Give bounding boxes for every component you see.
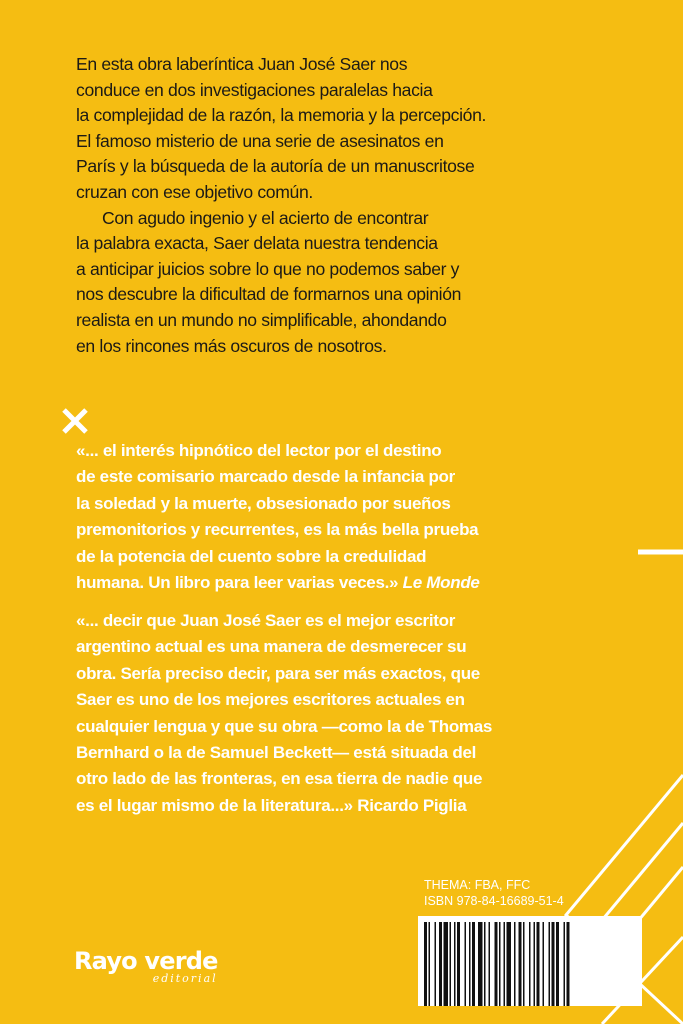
- text-line: nos descubre la dificultad de formarnos una opinión: [76, 284, 462, 305]
- text-line: la palabra exacta, Saer delata nuestra tendencia: [76, 233, 438, 254]
- quote-line: Saer es uno de los mejores escritores actuales en: [76, 690, 465, 710]
- quote-line: la soledad y la muerte, obsesionado por sueños: [76, 493, 451, 513]
- quote-line: de este comisario marcado desde la infancia por: [76, 467, 455, 487]
- quote-line: premonitorios y recurrentes, es la más bella prueba: [76, 520, 479, 540]
- quote-line: de la potencia del cuento sobre la credulidad: [76, 546, 427, 566]
- publisher-logo: [74, 947, 218, 985]
- quote-line: argentino actual es una manera de desmerecer su: [76, 637, 467, 657]
- quote-line: humana. Un libro para leer varias veces.»: [76, 573, 399, 593]
- quote-line: otro lado de las fronteras, en esa tierra de nadie que: [76, 769, 483, 789]
- quote-source: Le Monde: [402, 573, 480, 593]
- quote-line: «... decir que Juan José Saer es el mejor escritor: [76, 611, 456, 630]
- book-metadata: [424, 877, 564, 909]
- quote-line: obra. Sería preciso decir, para ser más exactos, que: [76, 663, 480, 683]
- publisher-subtitle: editorial: [152, 972, 218, 985]
- quote-line: es el lugar mismo de la literatura...»: [76, 795, 353, 815]
- text-line: En esta obra laberíntica Juan José Saer nos: [76, 54, 408, 74]
- text-line: realista en un mundo no simplificable, ahondando: [76, 309, 447, 330]
- quote-line: «... el interés hipnótico del lector por el destino: [76, 441, 442, 460]
- quote-author: Ricardo Piglia: [357, 795, 467, 815]
- publisher-name: Rayo verde: [74, 947, 218, 975]
- text-line: El famoso misterio de una serie de asesinatos en: [76, 130, 444, 151]
- text-line: en los rincones más oscuros de nosotros.: [76, 335, 387, 356]
- barcode: [418, 916, 642, 1006]
- text-line: conduce en dos investigaciones paralelas hacia: [76, 79, 433, 100]
- text-line: Con agudo ingenio y el acierto de encontrar: [102, 207, 429, 228]
- quote-line: Bernhard o la de Samuel Beckett— está situada del: [76, 743, 477, 763]
- quote-line: cualquier lengua y que su obra —como la de Thomas: [76, 716, 493, 736]
- text-line: París y la búsqueda de la autoría de un manuscritose: [76, 156, 475, 177]
- text-line: la complejidad de la razón, la memoria y la percepción.: [76, 105, 487, 126]
- thema-code: THEMA: FBA, FFC: [424, 878, 531, 892]
- text-line: a anticipar juicios sobre lo que no podemos saber y: [76, 258, 460, 279]
- isbn-number: ISBN 978-84-16689-51-4: [424, 894, 564, 908]
- text-line: cruzan con ese objetivo común.: [76, 181, 313, 202]
